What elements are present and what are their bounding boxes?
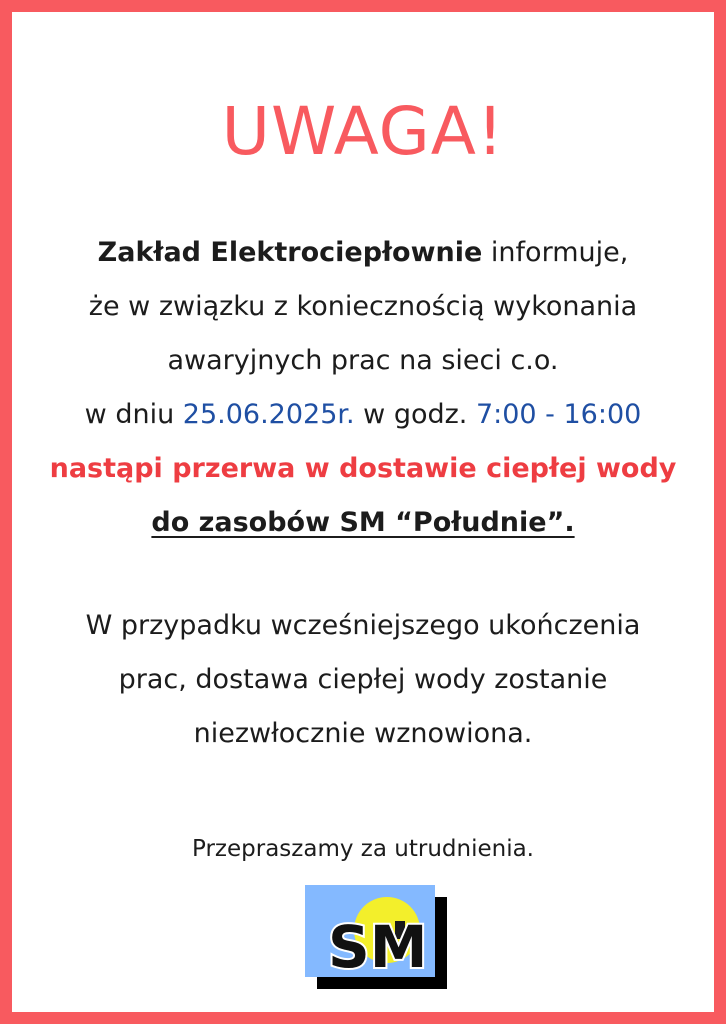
notice-line-1 — [12, 226, 714, 280]
notice-second-paragraph — [12, 599, 714, 761]
notice-line-2: że w związku z koniecznością wykonania — [88, 291, 638, 322]
para2-line-2: prac, dostawa ciepłej wody zostanie — [118, 664, 608, 695]
date-prefix: w dniu — [84, 399, 183, 430]
logo-sm-letters: SM — [328, 913, 428, 981]
notice-body — [12, 226, 714, 550]
outage-hours: 7:00 - 16:00 — [475, 399, 642, 430]
notice-line-4 — [12, 388, 714, 442]
sm-logo-icon — [305, 885, 447, 989]
para2-line-3: niezwłocznie wznowiona. — [193, 718, 533, 749]
outage-date: 25.06.2025r. — [182, 399, 355, 430]
notice-line-5: nastąpi przerwa w dostawie ciepłej wody — [49, 453, 677, 484]
notice-title: UWAGA! — [221, 93, 505, 170]
closing-message: Przepraszamy za utrudnienia. — [192, 836, 534, 862]
notice-line-3: awaryjnych prac na sieci c.o. — [167, 345, 559, 376]
company-name: Zakład Elektrociepłownie — [97, 237, 483, 268]
notice-line-6: do zasobów SM “Południe”. — [151, 507, 575, 538]
para2-line-1: W przypadku wcześniejszego ukończenia — [85, 610, 641, 641]
hours-prefix: w godz. — [354, 399, 476, 430]
notice-line-1-rest: informuje, — [482, 237, 629, 268]
